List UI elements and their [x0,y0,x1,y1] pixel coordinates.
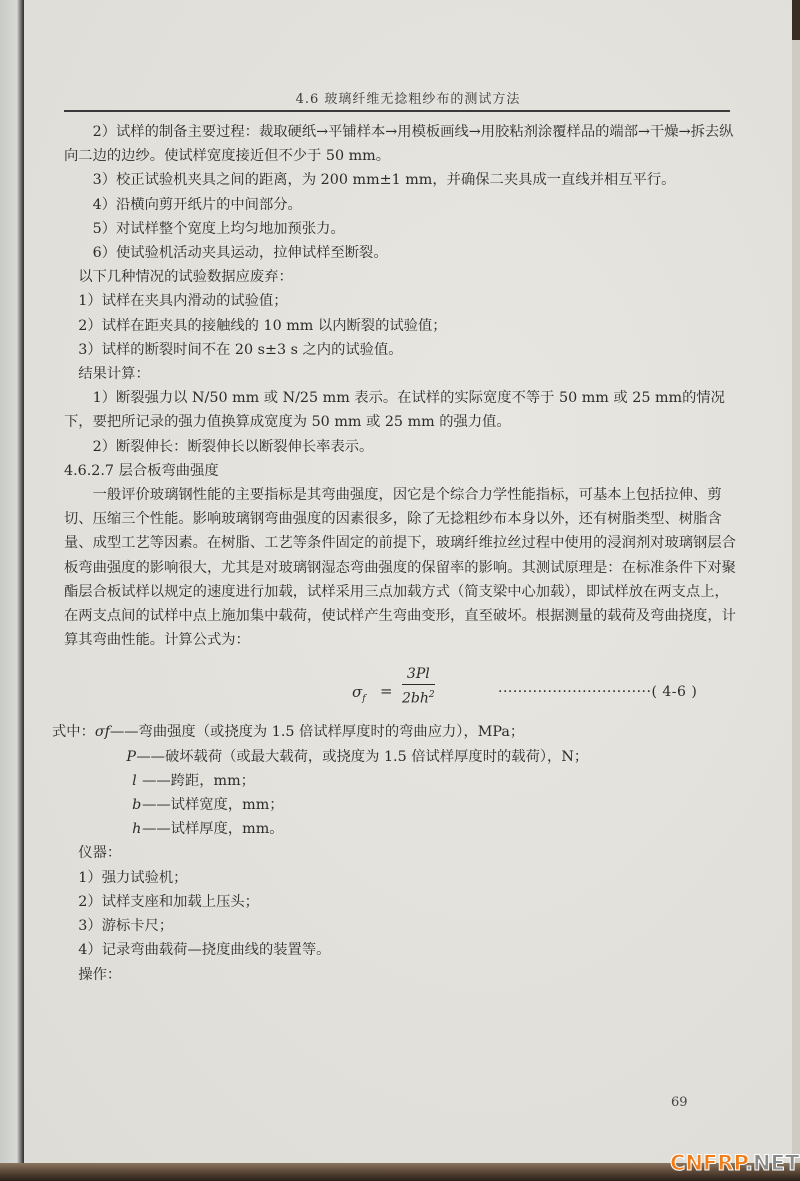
formula-lhs: $\sigma_f$ [352,683,366,705]
formula-equals: = [380,682,393,701]
where-list [52,720,736,841]
apparatus-title: 仪器： [78,845,122,862]
where-item-b: b——试样宽度，mm； [132,797,284,814]
formula-4-6 [64,660,736,720]
paragraph-discard-intro: 以下几种情况的试验数据应废弃： [78,269,293,286]
site-watermark [670,1151,799,1175]
page-number: 69 [671,1095,688,1110]
book-spine-edge [0,0,24,1163]
paragraph-sample-prep: 2）试样的制备主要过程：裁取硬纸→平铺样本→用模板画线→用胶粘剂涂覆样品的端部→干燥→拆去纵向二边的边纱。使试样宽度接近但不少于 50 mm。 [64,124,734,165]
running-head: 4.6 玻璃纤维无捻粗纱布的测试方法 [295,92,521,107]
apparatus-item-2: 2）试样支座和加载上压头； [78,893,259,910]
where-item-P: P——破坏载荷（或最大载荷，或挠度为 1.5 倍试样厚度时的载荷），N； [126,748,589,765]
operation-title: 操作： [78,966,122,983]
watermark-brand: CNFRP [670,1151,746,1175]
paragraph-calibrate: 3）校正试验机夹具之间的距离，为 200 mm±1 mm，并确保二夹具成一直线并相互平行。 [92,172,676,189]
apparatus-item-4: 4）记录弯曲载荷—挠度曲线的装置等。 [78,942,331,959]
paragraph-results-1: 1）断裂强力以 N/50 mm 或 N/25 mm 表示。在试样的实际宽度不等于 50 mm 或 25 mm的情况下，要把所记录的强力值换算成宽度为 50 mm 或 25 mm 的强力值。 [64,390,725,431]
header-rule [64,110,730,112]
section-heading: 4.6.2.7 层合板弯曲强度 [64,462,219,479]
where-item-sigma: 式中：σf——弯曲强度（或挠度为 1.5 倍试样厚度时的弯曲应力），MPa； [52,724,525,741]
paragraph-discard-2: 2）试样在距夹具的接触线的 10 mm 以内断裂的试验值； [78,317,447,334]
where-item-h: h——试样厚度，mm。 [132,821,284,838]
apparatus-item-3: 3）游标卡尺； [78,918,174,935]
formula-label: ·······························( 4-6 ) [498,684,698,701]
paragraph-stretch: 6）使试验机活动夹具运动，拉伸试样至断裂。 [92,245,388,262]
paragraph-results-title: 结果计算： [78,366,150,383]
paragraph-cut: 4）沿横向剪开纸片的中间部分。 [92,196,302,213]
paragraph-discard-1: 1）试样在夹具内滑动的试验值； [78,293,288,310]
where-item-l: l ——跨距，mm； [132,772,255,789]
paragraph-results-2: 2）断裂伸长：断裂伸长以断裂伸长率表示。 [92,438,374,455]
watermark-tld: .NET [745,1151,800,1175]
formula-denominator: $2bh^2$ [402,690,435,708]
page-right-edge [792,40,800,1163]
formula-numerator: 3Pl [402,664,435,685]
body-text [52,120,736,987]
paragraph-pretension: 5）对试样整个宽度上均匀地加预张力。 [92,220,345,237]
formula-fraction [402,664,435,709]
paragraph-discard-3: 3）试样的断裂时间不在 20 s±3 s 之内的试验值。 [78,341,403,358]
apparatus-item-1: 1）强力试验机； [78,869,188,886]
section-body: 一般评价玻璃钢性能的主要指标是其弯曲强度，因它是个综合力学性能指标，可基本上包括拉伸、剪切、压缩三个性能。影响玻璃钢弯曲强度的因素很多，除了无捻粗纱布本身以外，还有树脂类型、树脂含量、成型工艺等因素。在树脂、工艺等条件固定的前提下，玻璃纤维拉丝过程中使用的浸润剂对玻璃钢层合板弯曲强度的影响很大，尤其是对玻璃钢湿态弯曲强度的保留率的影响。其测试原理是：在标准条件下对聚酯层合板试样以规定的速度进行加载，试样采用三点加载方式（简支梁中心加载），即试样放在两支点上，在两支点间的试样中点上施加集中载荷，使试样产生弯曲变形，直至破坏。根据测量的载荷及弯曲挠度，计算其弯曲性能。计算公式为： [64,487,736,649]
book-page [24,0,792,1163]
